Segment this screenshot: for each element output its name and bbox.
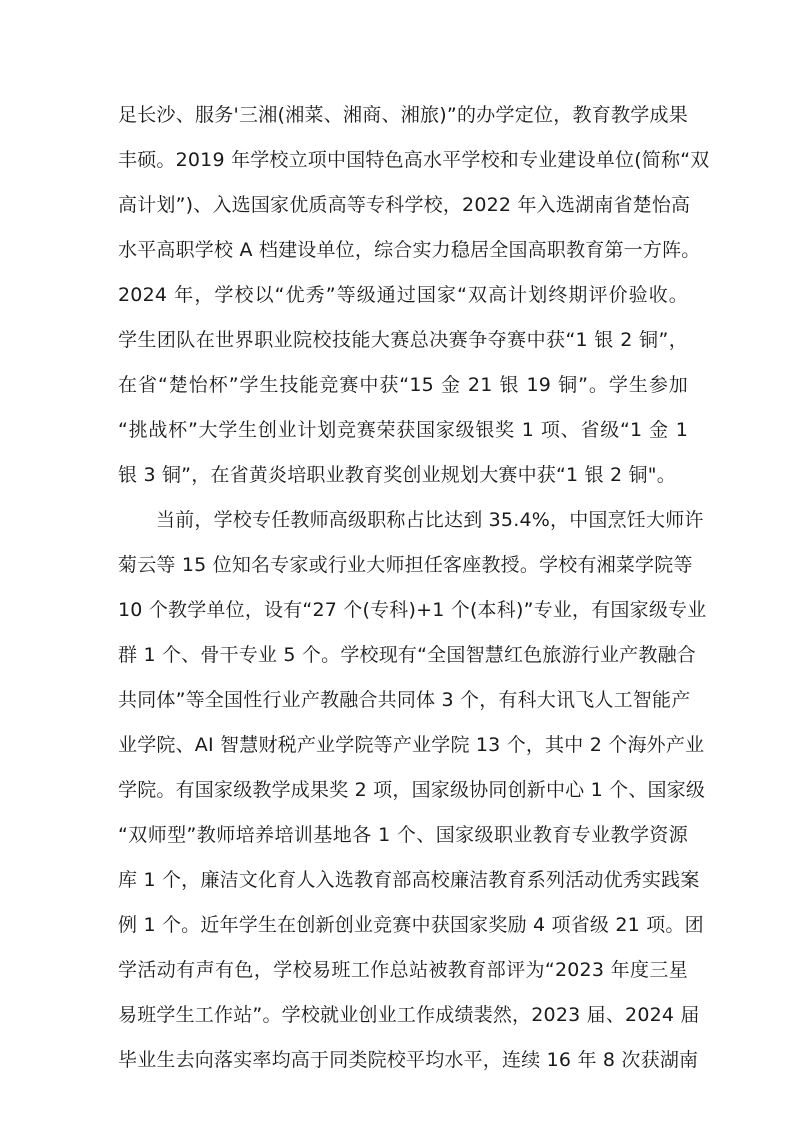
text-line: 例 1 个。近年学生在创新创业竞赛中获国家奖励 4 项省级 21 项。团: [118, 914, 704, 936]
text-line: 库 1 个，廉洁文化育人入选教育部高校廉洁教育系列活动优秀实践案: [118, 869, 700, 891]
text-line: 丰硕。2019 年学校立项中国特色高水平学校和专业建设单位(简称“双: [118, 149, 710, 171]
text-line: 当前，学校专任教师高级职称占比达到 35.4%，中国烹饪大师许: [156, 509, 704, 531]
text-line: 2024 年，学校以“优秀”等级通过国家“双高计划终期评价验收。: [118, 284, 688, 306]
text-line: 足长沙、服务'三湘(湘菜、湘商、湘旅)”的办学定位，教育教学成果: [118, 104, 688, 126]
text-line: 业学院、AI 智慧财税产业学院等产业学院 13 个，其中 2 个海外产业: [118, 734, 705, 756]
text-line: 学院。有国家级教学成果奖 2 项，国家级协同创新中心 1 个、国家级: [118, 779, 706, 801]
text-line: “双师型”教师培养培训基地各 1 个、国家级职业教育专业教学资源: [118, 824, 688, 846]
text-line: 水平高职学校 A 档建设单位，综合实力稳居全国高职教育第一方阵。: [118, 239, 701, 261]
text-line: 易班学生工作站”。学校就业创业工作成绩裴然，2023 届、2024 届: [118, 1004, 700, 1026]
text-line: 学生团队在世界职业院校技能大赛总决赛争夺赛中获“1 银 2 铜”，: [118, 329, 688, 351]
text-line: 共同体”等全国性行业产教融合共同体 3 个，有科大讯飞人工智能产: [118, 689, 691, 711]
text-line: 高计划”)、入选国家优质高等专科学校，2022 年入选湖南省楚怡高: [118, 194, 691, 216]
text-line: 毕业生去向落实率均高于同类院校平均水平，连续 16 年 8 次获湖南: [118, 1049, 699, 1071]
text-line: 菊云等 15 位知名专家或行业大师担任客座教授。学校有湘菜学院等: [118, 554, 693, 576]
text-line: “挑战杯”大学生创业计划竞赛荣获国家级银奖 1 项、省级“1 金 1: [118, 419, 688, 441]
text-line: 群 1 个、骨干专业 5 个。学校现有“全国智慧红色旅游行业产教融合: [118, 644, 696, 666]
text-line: 学活动有声有色，学校易班工作总站被教育部评为“2023 年度三星: [118, 959, 688, 981]
text-line: 10 个教学单位，设有“27 个(专科)+1 个(本科)”专业，有国家级专业: [118, 599, 707, 621]
text-line: 在省“楚怡杯”学生技能竞赛中获“15 金 21 银 19 铜”。学生参加: [118, 374, 688, 396]
text-line: 银 3 铜”，在省黄炎培职业教育奖创业规划大赛中获“1 银 2 铜"。: [118, 464, 676, 486]
